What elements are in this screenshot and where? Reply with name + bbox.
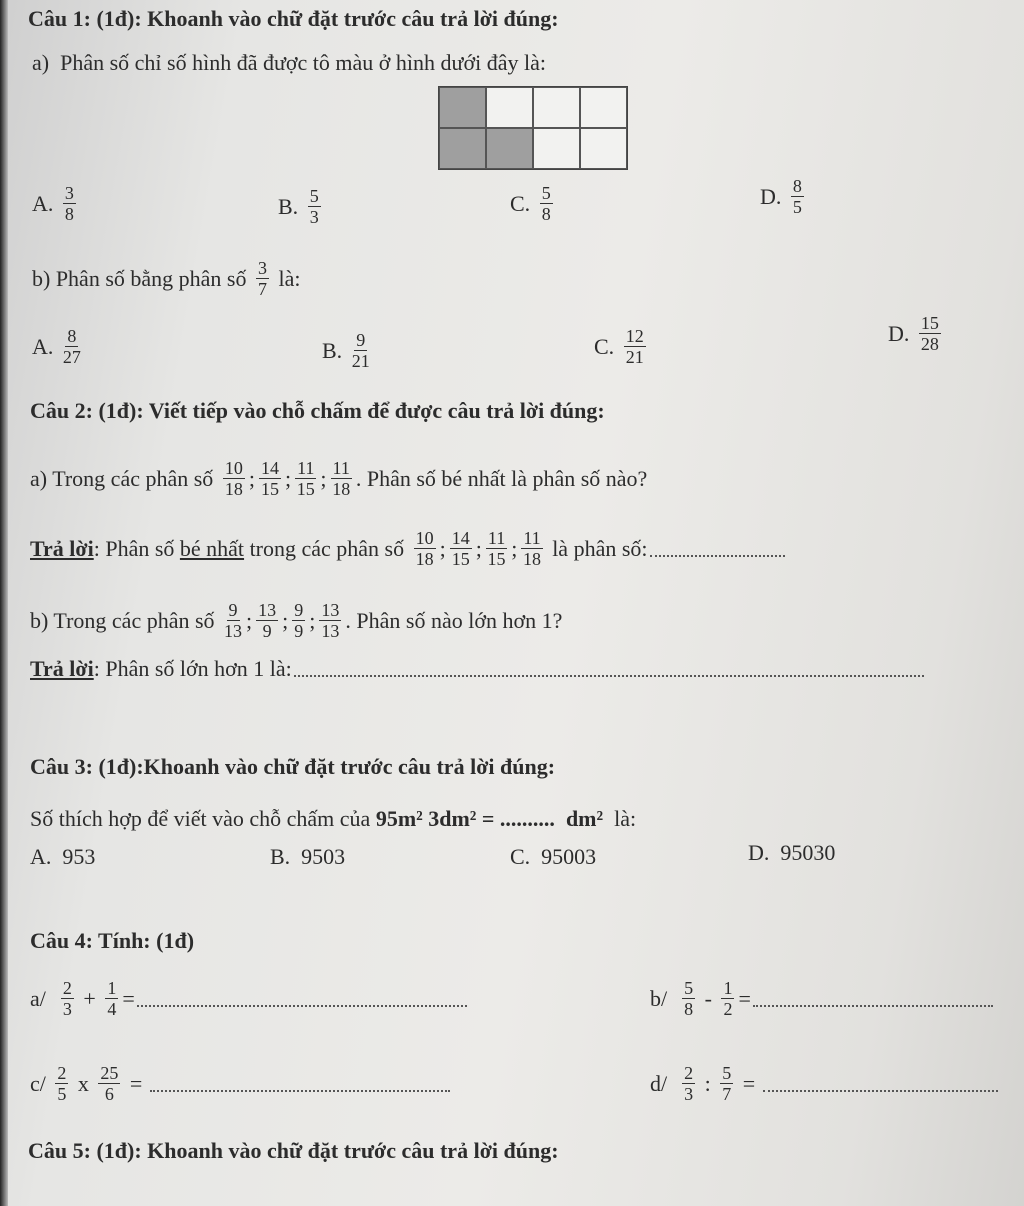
numerator: 5 (541, 183, 551, 203)
numerator: 9 (356, 330, 366, 350)
fraction (256, 600, 278, 641)
fraction (319, 600, 341, 641)
fraction (55, 1063, 68, 1104)
text: ; (475, 535, 482, 561)
empty-cell (580, 87, 627, 128)
numerator: 8 (67, 326, 77, 346)
fraction (919, 313, 941, 354)
fraction (331, 458, 352, 499)
fraction (98, 1063, 120, 1104)
text: Câu 1: (1đ): Khoanh vào chữ đặt trước câu trả lời đúng: (28, 6, 559, 31)
text: bé nhất (179, 535, 245, 561)
numerator: 8 (792, 176, 802, 196)
numerator: 2 (684, 1063, 694, 1083)
empty-cell (533, 128, 580, 169)
q4c (30, 1063, 450, 1104)
text: a/ (30, 985, 57, 1011)
denominator: 15 (260, 479, 279, 499)
denominator: 15 (487, 549, 506, 569)
denominator: 18 (415, 549, 434, 569)
fraction (61, 978, 74, 1019)
denominator: 18 (523, 549, 542, 569)
text: Câu 4: Tính: (1đ) (30, 928, 195, 953)
numerator: 5 (684, 978, 694, 998)
q3-opt-d (748, 840, 835, 866)
answer-blank[interactable] (294, 661, 924, 677)
denominator: 3 (684, 1084, 694, 1104)
text: ; (511, 535, 518, 561)
fraction (352, 330, 370, 371)
answer-blank[interactable] (137, 991, 467, 1007)
denominator: 4 (107, 999, 117, 1019)
q5-title (28, 1138, 559, 1164)
denominator: 18 (332, 479, 351, 499)
shaded-figure-grid (438, 86, 628, 170)
text: C. 95003 (510, 844, 597, 869)
text: + (77, 985, 102, 1011)
q1a-opt-c (510, 183, 557, 224)
numerator: 2 (62, 978, 72, 998)
q2-title (30, 398, 605, 424)
text: b) Trong các phân số (30, 607, 221, 633)
fraction (256, 258, 269, 299)
text: : (699, 1070, 717, 1096)
text: a) Phân số chỉ số hình đã được tô màu ở hình dưới đây là: (32, 50, 546, 75)
fraction (224, 600, 242, 641)
fraction (521, 528, 542, 569)
numerator: 3 (257, 258, 267, 278)
empty-cell (580, 128, 627, 169)
numerator: 11 (297, 458, 315, 478)
denominator: 8 (64, 204, 74, 224)
shaded-cell (439, 128, 486, 169)
fraction (682, 978, 695, 1019)
denominator: 7 (722, 1084, 732, 1104)
denominator: 18 (224, 479, 243, 499)
numerator: 11 (332, 458, 350, 478)
denominator: 21 (625, 347, 644, 367)
answer-blank[interactable] (763, 1076, 998, 1092)
denominator: 28 (920, 334, 939, 354)
denominator: 8 (684, 999, 694, 1019)
denominator: 15 (451, 549, 470, 569)
q1-title (28, 6, 559, 32)
fraction (791, 176, 804, 217)
numerator: 10 (224, 458, 243, 478)
denominator: 7 (257, 279, 267, 299)
q1b-opt-a (32, 326, 85, 367)
text: = (737, 1070, 761, 1096)
numerator: 25 (100, 1063, 119, 1083)
text: : Phân số (93, 535, 180, 561)
fraction (105, 978, 118, 1019)
fraction (295, 458, 316, 499)
fraction (259, 458, 281, 499)
empty-cell (533, 87, 580, 128)
text: ; (439, 535, 446, 561)
text: Trả lời (30, 656, 94, 681)
text: Câu 5: (1đ): Khoanh vào chữ đặt trước câu trả lời đúng: (28, 1138, 559, 1163)
q3-text (30, 806, 636, 832)
q4-title (30, 928, 194, 954)
numerator: 9 (294, 600, 304, 620)
text: . Phân số bé nhất là phân số nào? (355, 465, 648, 491)
text: D. 95030 (748, 840, 836, 865)
denominator: 13 (224, 621, 243, 641)
numerator: 12 (625, 326, 644, 346)
denominator: 13 (321, 621, 340, 641)
text: A. (32, 190, 59, 216)
q2a-text (30, 458, 647, 499)
numerator: 3 (64, 183, 74, 203)
numerator: 13 (258, 600, 277, 620)
fraction (63, 326, 81, 367)
text: B. (322, 337, 348, 363)
q1a-opt-d (760, 176, 808, 217)
q1b-text (32, 258, 300, 299)
fraction (540, 183, 553, 224)
text: ; (282, 607, 289, 633)
numerator: 1 (107, 978, 117, 998)
text: là: (272, 265, 301, 291)
fraction (682, 1063, 695, 1104)
q1a-text (32, 50, 546, 76)
text: . Phân số nào lớn hơn 1? (345, 607, 563, 633)
text: A. 953 (30, 844, 96, 869)
text: là: (603, 806, 637, 831)
text: Câu 2: (1đ): Viết tiếp vào chỗ chấm để được câu trả lời đúng: (30, 398, 605, 423)
fraction (486, 528, 507, 569)
denominator: 9 (294, 621, 304, 641)
q2b-answer (30, 656, 924, 682)
q4a (30, 978, 467, 1019)
numerator: 15 (920, 313, 939, 333)
q1b-opt-b (322, 330, 374, 371)
text: dm² (554, 806, 604, 831)
numerator: 13 (321, 600, 340, 620)
q1b-opt-c (594, 326, 650, 367)
text: trong các phân số (244, 535, 410, 561)
text: D. (888, 320, 915, 346)
answer-blank[interactable] (650, 541, 785, 557)
fraction (63, 183, 76, 224)
text: C. (510, 190, 536, 216)
text: D. (760, 183, 787, 209)
denominator: 5 (792, 197, 802, 217)
denominator: 15 (296, 479, 315, 499)
fraction (414, 528, 436, 569)
denominator: 5 (57, 1084, 67, 1104)
text: ; (246, 607, 253, 633)
numerator: 11 (487, 528, 506, 548)
fraction (223, 458, 245, 499)
numerator: 14 (451, 528, 470, 548)
text: : Phân số lớn hơn 1 là: (93, 656, 292, 681)
q2a-answer (30, 528, 785, 569)
q3-opt-c (510, 844, 596, 870)
text: Câu 3: (1đ):Khoanh vào chữ đặt trước câu trả lời đúng: (30, 754, 556, 779)
text: b/ (650, 985, 679, 1011)
text: b) Phân số bằng phân số (32, 265, 252, 291)
shaded-cell (486, 128, 533, 169)
q1a-opt-b (278, 186, 325, 227)
text: = (122, 985, 135, 1011)
denominator: 2 (723, 999, 733, 1019)
shaded-cell (439, 87, 486, 128)
numerator: 5 (309, 186, 319, 206)
text: c/ (30, 1070, 52, 1096)
text: C. (594, 333, 620, 359)
fraction (308, 186, 321, 227)
text: B. 9503 (270, 844, 346, 869)
text: 95m² 3dm² = .......... (375, 806, 555, 831)
numerator: 1 (723, 978, 733, 998)
numerator: 10 (415, 528, 434, 548)
q3-opt-a (30, 844, 95, 870)
answer-blank[interactable] (753, 991, 993, 1007)
text: d/ (650, 1070, 679, 1096)
text: x (72, 1070, 95, 1096)
denominator: 9 (262, 621, 272, 641)
photo-edge (0, 0, 8, 1206)
text: Số thích hợp để viết vào chỗ chấm của (30, 806, 376, 831)
numerator: 5 (722, 1063, 732, 1083)
text: a) Trong các phân số (30, 465, 219, 491)
text: = (124, 1070, 148, 1096)
empty-cell (486, 87, 533, 128)
fraction (720, 1063, 733, 1104)
text: ; (309, 607, 316, 633)
q3-title (30, 754, 555, 780)
fraction (721, 978, 734, 1019)
denominator: 8 (541, 204, 551, 224)
numerator: 9 (228, 600, 238, 620)
denominator: 21 (351, 351, 370, 371)
q4d (650, 1063, 998, 1104)
denominator: 27 (62, 347, 81, 367)
fraction (292, 600, 305, 641)
text: = (738, 985, 751, 1011)
denominator: 3 (62, 999, 72, 1019)
q3-opt-b (270, 844, 345, 870)
text: ; (284, 465, 292, 491)
text: ; (320, 465, 327, 491)
q4b (650, 978, 993, 1019)
denominator: 3 (309, 207, 319, 227)
text: ; (248, 465, 255, 491)
answer-blank[interactable] (150, 1076, 450, 1092)
text: B. (278, 193, 304, 219)
fraction (450, 528, 472, 569)
numerator: 11 (523, 528, 541, 548)
q1a-opt-a (32, 183, 80, 224)
q2b-text (30, 600, 562, 641)
denominator: 6 (104, 1084, 114, 1104)
fraction (624, 326, 646, 367)
numerator: 2 (57, 1063, 67, 1083)
text: - (699, 985, 718, 1011)
text: Trả lời (30, 535, 94, 561)
q1b-opt-d (888, 313, 945, 354)
text: A. (32, 333, 59, 359)
numerator: 14 (260, 458, 279, 478)
text: là phân số: (546, 535, 648, 561)
